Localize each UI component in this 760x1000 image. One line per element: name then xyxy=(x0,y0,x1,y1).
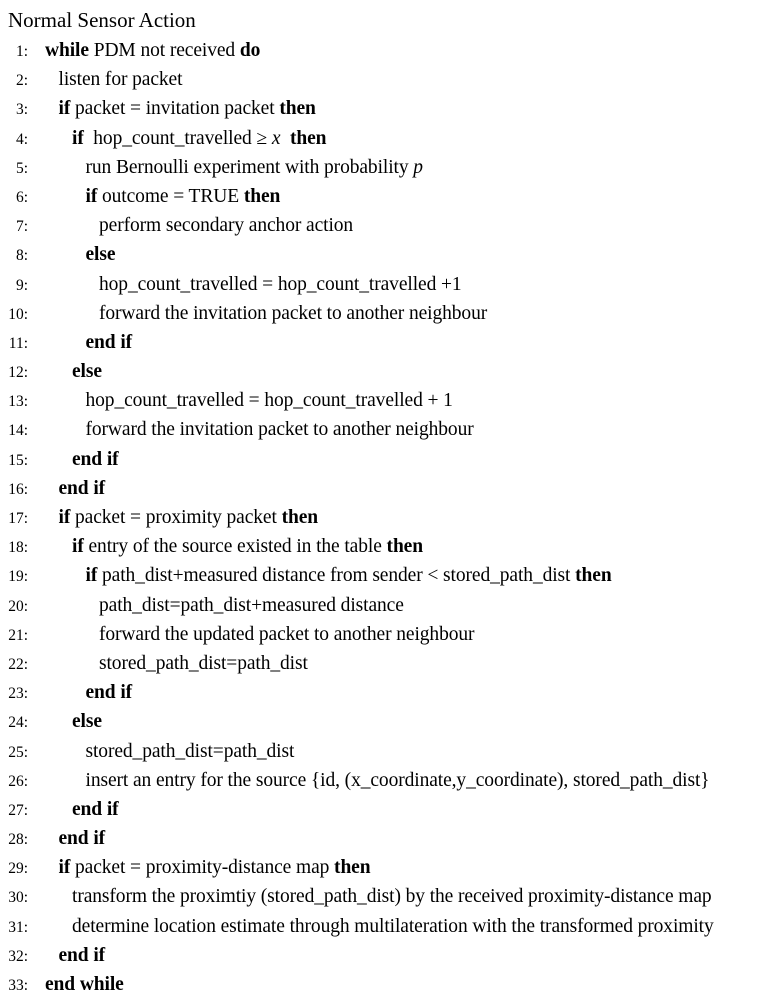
algorithm-line xyxy=(0,503,760,532)
line-number: 30: xyxy=(8,889,28,907)
line-number: 4: xyxy=(15,130,28,148)
algorithm-line xyxy=(0,795,760,824)
line-number: 6: xyxy=(15,188,28,206)
algorithm-title: Normal Sensor Action xyxy=(8,8,196,32)
line-number: 10: xyxy=(8,305,28,323)
line-number: 19: xyxy=(8,568,28,586)
line-number: 16: xyxy=(8,480,28,498)
line-number: 28: xyxy=(8,831,28,849)
algorithm-line xyxy=(0,561,760,590)
algorithm-line xyxy=(0,853,760,882)
algorithm-line xyxy=(0,357,760,386)
line-number: 8: xyxy=(15,247,28,265)
line-number: 26: xyxy=(8,772,28,790)
line-number: 13: xyxy=(8,393,28,411)
line-number: 25: xyxy=(8,743,28,761)
line-text: transform the proximtiy (stored_path_dist) by the received proximity-distance map xyxy=(72,886,712,908)
line-text: end if xyxy=(58,944,106,966)
algorithm-line xyxy=(0,182,760,211)
line-number: 20: xyxy=(8,597,28,615)
algorithm-line xyxy=(0,620,760,649)
algorithm-line xyxy=(0,415,760,444)
line-text: else xyxy=(85,244,116,266)
algorithm-line xyxy=(0,532,760,561)
line-number: 5: xyxy=(15,159,28,177)
line-text: end if xyxy=(72,798,119,820)
line-text: else xyxy=(72,361,102,383)
algorithm-line xyxy=(0,824,760,853)
line-text: forward the updated packet to another neighbour xyxy=(99,623,475,645)
line-text: end if xyxy=(85,331,133,353)
line-text: if packet = invitation packet then xyxy=(58,98,316,120)
line-number: 31: xyxy=(8,918,28,936)
line-number: 9: xyxy=(15,276,28,294)
line-text: end if xyxy=(58,477,106,499)
line-text: end if xyxy=(58,828,106,850)
line-number: 21: xyxy=(8,626,28,644)
line-number: 3: xyxy=(15,101,28,119)
line-number: 33: xyxy=(8,977,28,994)
algorithm-line xyxy=(0,591,760,620)
line-text: stored_path_dist=path_dist xyxy=(99,652,308,674)
line-text: if entry of the source existed in the table then xyxy=(72,536,423,558)
algorithm-line xyxy=(0,386,760,415)
line-text: while PDM not received do xyxy=(45,40,261,61)
algorithm-line xyxy=(0,270,760,299)
line-number: 15: xyxy=(8,451,28,469)
algorithm-line xyxy=(0,882,760,911)
line-number: 27: xyxy=(8,801,28,819)
algorithm-line xyxy=(0,941,760,970)
line-text: run Bernoulli experiment with probability p xyxy=(85,156,423,178)
algorithm-line xyxy=(0,737,760,766)
algorithm-line xyxy=(0,36,760,65)
algorithm-line xyxy=(0,649,760,678)
line-text: insert an entry for the source {id, (x_coordinate,y_coordinate), stored_path_dist} xyxy=(85,769,710,791)
algorithm-line xyxy=(0,211,760,240)
line-number: 1: xyxy=(15,43,28,60)
line-number: 23: xyxy=(8,685,28,703)
line-text: end while xyxy=(45,974,124,995)
line-text: forward the invitation packet to another neighbour xyxy=(99,302,488,324)
algorithm-line xyxy=(0,153,760,182)
algorithm-line xyxy=(0,299,760,328)
line-text: else xyxy=(72,711,102,733)
line-text: perform secondary anchor action xyxy=(99,215,354,237)
line-number: 2: xyxy=(15,72,28,90)
line-number: 24: xyxy=(8,714,28,732)
algorithm-line xyxy=(0,707,760,736)
line-text: forward the invitation packet to another neighbour xyxy=(85,419,474,441)
line-text: path_dist=path_dist+measured distance xyxy=(99,594,404,616)
algorithm-line xyxy=(0,240,760,269)
line-number: 18: xyxy=(8,539,28,557)
algorithm-line xyxy=(0,678,760,707)
line-text: determine location estimate through multilateration with the transformed proximity xyxy=(72,915,714,937)
line-text: listen for packet xyxy=(58,69,183,91)
line-text: end if xyxy=(72,448,119,470)
line-number: 12: xyxy=(8,364,28,382)
algorithm-lines xyxy=(0,32,760,999)
line-text: hop_count_travelled = hop_count_travelled + 1 xyxy=(85,390,453,412)
line-text: end if xyxy=(85,682,133,704)
line-number: 11: xyxy=(8,334,28,352)
algorithm-line xyxy=(0,328,760,357)
line-number: 14: xyxy=(8,422,28,440)
line-number: 17: xyxy=(8,510,28,527)
line-number: 32: xyxy=(8,947,28,965)
algorithm-line xyxy=(0,912,760,941)
line-text: if path_dist+measured distance from sender < stored_path_dist then xyxy=(85,565,612,587)
line-text: hop_count_travelled = hop_count_travelled +1 xyxy=(99,273,462,295)
line-number: 22: xyxy=(8,655,28,673)
algorithm-line xyxy=(0,445,760,474)
algorithm-line xyxy=(0,124,760,153)
line-number: 7: xyxy=(15,218,28,236)
algorithm-line xyxy=(0,766,760,795)
line-text: if packet = proximity packet then xyxy=(58,507,319,528)
line-number: 29: xyxy=(8,860,28,878)
line-text: if packet = proximity-distance map then xyxy=(58,857,371,879)
line-text: stored_path_dist=path_dist xyxy=(85,740,295,762)
line-text: if hop_count_travelled ≥ x then xyxy=(72,127,327,149)
algorithm-line xyxy=(0,65,760,94)
line-text: if outcome = TRUE then xyxy=(85,185,281,207)
algorithm-line xyxy=(0,94,760,123)
algorithm-line xyxy=(0,970,760,999)
algorithm-line xyxy=(0,474,760,503)
